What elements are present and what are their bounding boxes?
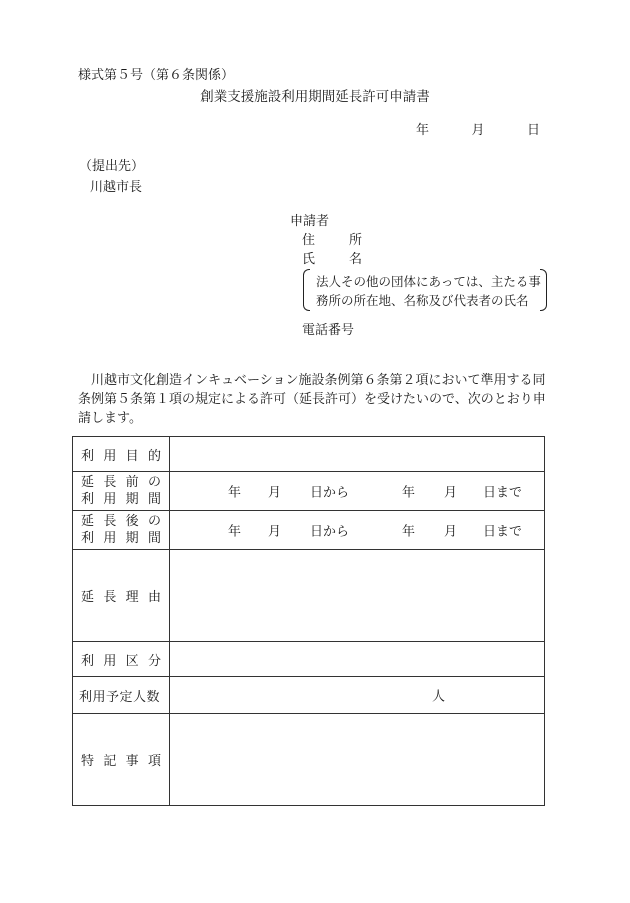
remarks-row (73, 714, 545, 806)
reason-field[interactable] (170, 550, 545, 642)
label-char: 用 (103, 492, 117, 507)
expected-people-label (73, 677, 170, 714)
date-month-label: 月 (471, 123, 485, 138)
label-char: 的 (147, 448, 161, 464)
label-char: 間 (147, 492, 161, 507)
address-label-char: 住 (302, 233, 316, 248)
label-char: 区 (125, 653, 139, 669)
label-char: 用 (103, 653, 117, 669)
reason-row (73, 550, 545, 642)
label-char: 間 (147, 531, 161, 546)
period-month: 月 (444, 485, 458, 501)
period-year: 年 (228, 524, 242, 540)
period-month: 月 (444, 524, 458, 540)
period-year: 年 (402, 485, 416, 501)
after-period-label (73, 511, 170, 550)
label-char: 記 (103, 754, 117, 769)
remarks-label (73, 714, 170, 806)
label-char: 延 (81, 590, 95, 605)
period-from: 日から (310, 524, 350, 540)
label-char: 特 (81, 754, 95, 769)
period-month: 月 (268, 524, 282, 540)
label-char: 長 (103, 590, 117, 605)
label-char: 期 (125, 492, 139, 507)
name-label-char: 氏 (302, 252, 316, 267)
reason-label (73, 550, 170, 642)
period-from: 日から (310, 485, 350, 501)
period-to: 日まで (483, 524, 523, 540)
label-char: 理 (125, 590, 139, 605)
phone-label: 電話番号 (302, 323, 355, 338)
label-char: 利 (81, 653, 95, 669)
left-bracket (303, 269, 310, 311)
label-char: 由 (147, 590, 161, 605)
corporate-note-text: 法人その他の団体にあっては、主たる事務所の所在地、名称及び代表者の氏名 (316, 274, 541, 308)
after-period-field[interactable] (170, 511, 545, 550)
purpose-label (73, 437, 170, 472)
label-char: 利 (81, 448, 95, 464)
label-char: 前 (125, 475, 139, 490)
people-unit: 人 (432, 689, 446, 705)
before-period-label (73, 472, 170, 511)
label-char: 後 (125, 514, 139, 529)
corporate-note (303, 269, 547, 311)
before-period-row (73, 472, 545, 511)
label-char: 期 (125, 531, 139, 546)
name-label-char: 名 (348, 252, 362, 267)
purpose-row (73, 437, 545, 472)
period-to: 日まで (483, 485, 523, 501)
application-date (416, 119, 540, 138)
label-char: 利 (81, 492, 95, 507)
label-char: の (147, 514, 161, 529)
remarks-field[interactable] (170, 714, 545, 806)
purpose-field[interactable] (170, 437, 545, 472)
category-field[interactable] (170, 642, 545, 677)
submit-to-recipient: 川越市長 (90, 180, 143, 195)
label-char: 長 (103, 514, 117, 529)
application-table (72, 436, 545, 806)
expected-people-field[interactable] (170, 677, 545, 714)
period-year: 年 (228, 485, 242, 501)
expected-people-label-text: 利用予定人数 (79, 689, 161, 705)
label-char: 分 (147, 653, 161, 669)
after-period-row (73, 511, 545, 550)
submit-to-label: （提出先） (79, 159, 145, 174)
label-char: 延 (81, 514, 95, 529)
label-char: の (147, 475, 161, 490)
address-label (302, 229, 362, 248)
label-char: 用 (103, 448, 117, 464)
label-char: 目 (125, 448, 139, 464)
category-label (73, 642, 170, 677)
date-year-label: 年 (416, 123, 430, 138)
label-char: 事 (125, 754, 139, 769)
label-char: 用 (103, 531, 117, 546)
label-char: 延 (81, 475, 95, 490)
label-char: 項 (147, 754, 161, 769)
document-title: 創業支援施設利用期間延長許可申請書 (200, 89, 430, 105)
application-statement: 川越市文化創造インキュベーション施設条例第６条第２項において準用する同条例第５条第１項の規定による許可（延長許可）を受けたいので、次のとおり申請します。 (78, 373, 546, 426)
address-label-char: 所 (348, 233, 362, 248)
before-period-field[interactable] (170, 472, 545, 511)
period-year: 年 (402, 524, 416, 540)
period-month: 月 (268, 485, 282, 501)
label-char: 利 (81, 531, 95, 546)
date-day-label: 日 (526, 123, 540, 138)
applicant-heading: 申請者 (290, 214, 330, 229)
name-label (302, 248, 362, 267)
category-row (73, 642, 545, 677)
form-number: 様式第５号（第６条関係） (78, 68, 235, 83)
expected-people-row (73, 677, 545, 714)
label-char: 長 (103, 475, 117, 490)
